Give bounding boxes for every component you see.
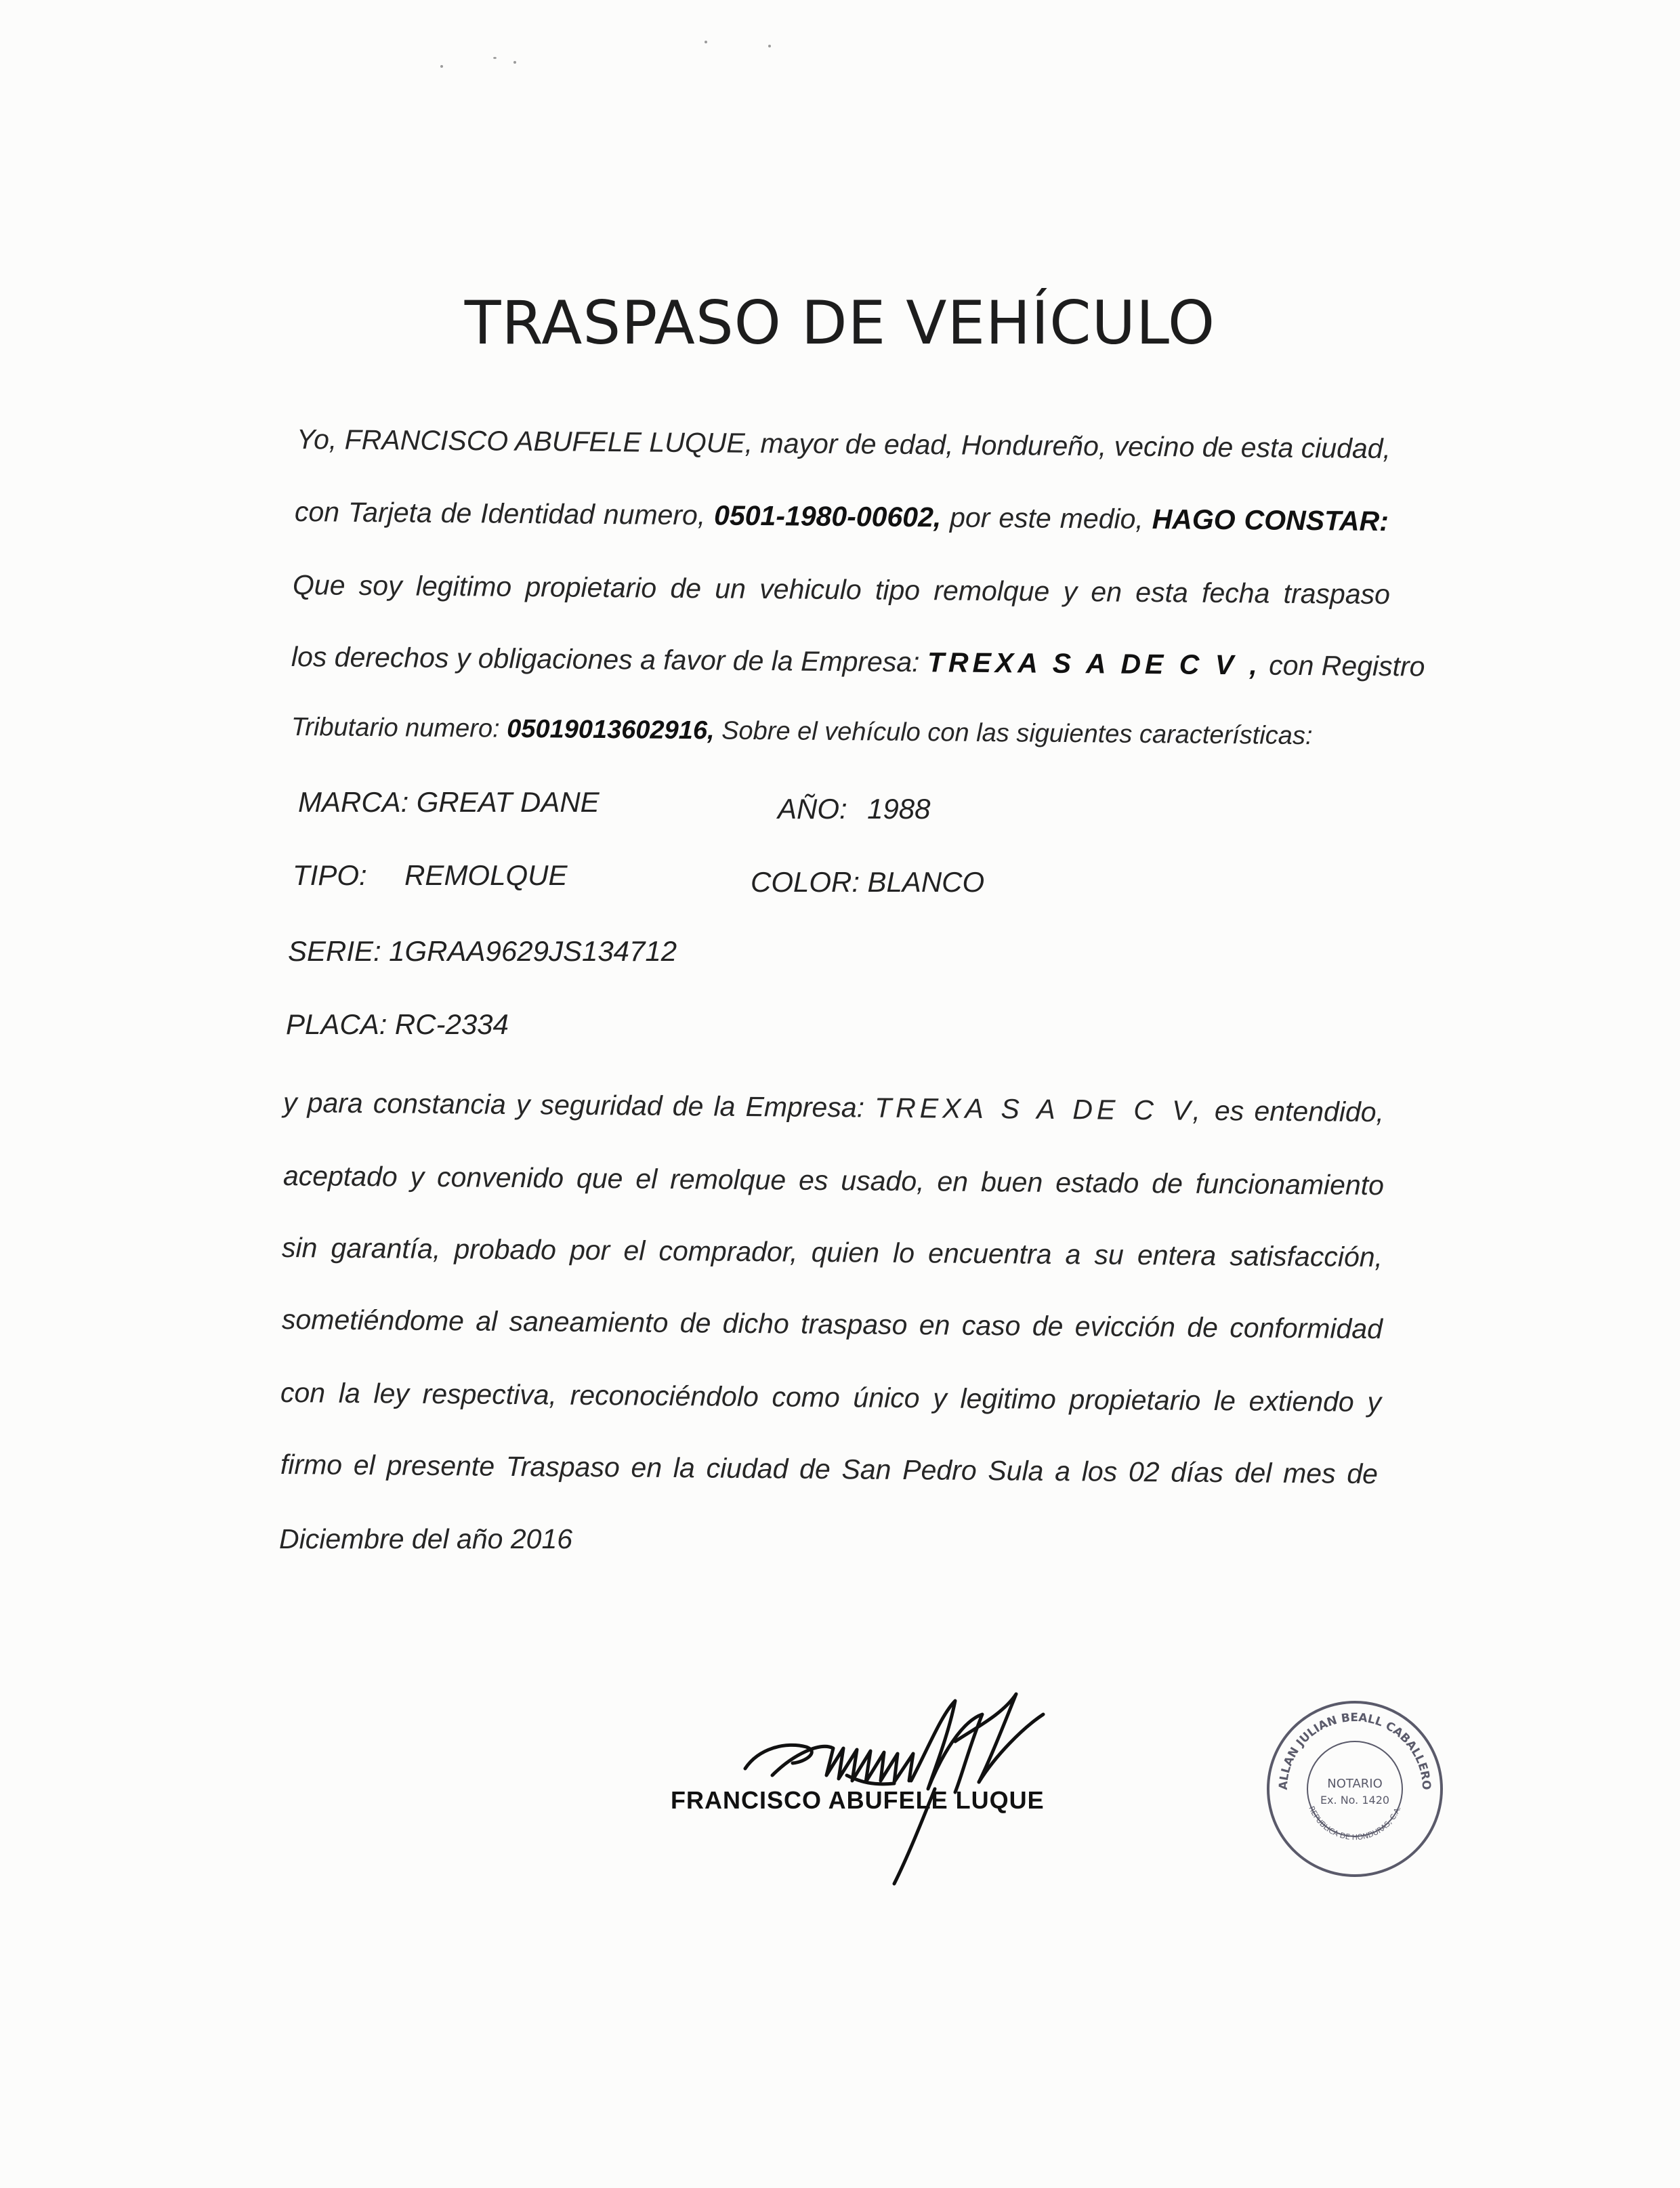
paragraph-line: con la ley respectiva, reconociéndolo como único y legitimo propietario le extiendo y	[280, 1377, 1382, 1418]
paragraph-line: y para constancia y seguridad de la Empresa: TREXA S A DE C V, es entendido,	[282, 1087, 1385, 1128]
field-tipo	[293, 859, 567, 892]
field-marca	[298, 786, 600, 819]
paragraph-line: Tributario numero: 05019013602916, Sobre el vehículo con las siguientes características:	[291, 713, 1313, 751]
paragraph-line: los derechos y obligaciones a favor de la Empresa: TREXA S A DE C V , con Registro	[291, 641, 1425, 682]
scan-speck	[440, 65, 443, 68]
signatory-name: FRANCISCO ABUFELE LUQUE	[671, 1786, 1045, 1814]
paragraph-line: Diciembre del año 2016	[279, 1523, 573, 1554]
field-label: MARCA:	[298, 786, 409, 818]
seal-title: NOTARIO	[1327, 1777, 1383, 1791]
scan-speck	[513, 61, 516, 64]
paragraph-line: sometiéndome al saneamiento de dicho traspaso en caso de evicción de conformidad	[281, 1304, 1383, 1345]
signature-scribble	[732, 1674, 1111, 1891]
seller-name: FRANCISCO ABUFELE LUQUE,	[344, 424, 753, 459]
field-value: BLANCO	[867, 866, 985, 898]
paragraph-line: sin garantía, probado por el comprador, quien lo encuentra a su entera satisfacción,	[281, 1232, 1383, 1273]
field-value: 1GRAA9629JS134712	[389, 935, 677, 967]
paragraph-line: firmo el presente Traspaso en la ciudad de San Pedro Sula a los 02 días del mes de	[280, 1449, 1379, 1490]
field-label: TIPO:	[293, 859, 367, 891]
field-label: PLACA:	[286, 1008, 387, 1040]
scan-speck	[705, 41, 707, 43]
paragraph-line: aceptado y convenido que el remolque es usado, en buen estado de funcionamiento	[282, 1160, 1385, 1201]
tax-registry-number: 05019013602916,	[507, 714, 715, 745]
hago-constar: HAGO CONSTAR:	[1152, 503, 1389, 537]
paragraph-line: con Tarjeta de Identidad numero, 0501-1980-00602, por este medio, HAGO CONSTAR:	[294, 496, 1389, 537]
scan-speck	[768, 45, 771, 47]
field-anio	[778, 793, 931, 825]
field-serie	[288, 935, 677, 968]
field-label: SERIE:	[288, 935, 381, 967]
field-placa	[286, 1008, 509, 1041]
field-value: RC-2334	[394, 1008, 509, 1040]
paragraph-line: Que soy legitimo propietario de un vehiculo tipo remolque y en esta fecha traspaso	[292, 569, 1391, 611]
svg-text:REPUBLICA DE HONDURAS, C.A.	[1307, 1805, 1402, 1842]
company-name: TREXA S A DE C V,	[874, 1092, 1205, 1126]
seal-bottom-text: REPUBLICA DE HONDURAS, C.A.	[1307, 1804, 1403, 1842]
seal-number: Ex. No. 1420	[1320, 1794, 1390, 1807]
document-title: TRASPASO DE VEHÍCULO	[464, 288, 1216, 358]
company-name: TREXA S A DE C V ,	[927, 646, 1262, 681]
paragraph-line: Yo, FRANCISCO ABUFELE LUQUE, mayor de edad, Hondureño, vecino de esta ciudad,	[296, 424, 1391, 465]
scan-speck	[493, 57, 497, 59]
field-value: 1988	[867, 793, 931, 825]
identity-number: 0501-1980-00602,	[713, 499, 942, 533]
field-value: REMOLQUE	[404, 859, 568, 891]
field-label: AÑO:	[778, 793, 847, 825]
field-label: COLOR:	[751, 866, 860, 898]
field-value: GREAT DANE	[416, 786, 600, 818]
notary-seal	[1260, 1694, 1450, 1884]
field-color	[751, 866, 984, 899]
seal-ring-text: ALLAN JULIAN BEALL CABALLERO	[1276, 1710, 1433, 1791]
